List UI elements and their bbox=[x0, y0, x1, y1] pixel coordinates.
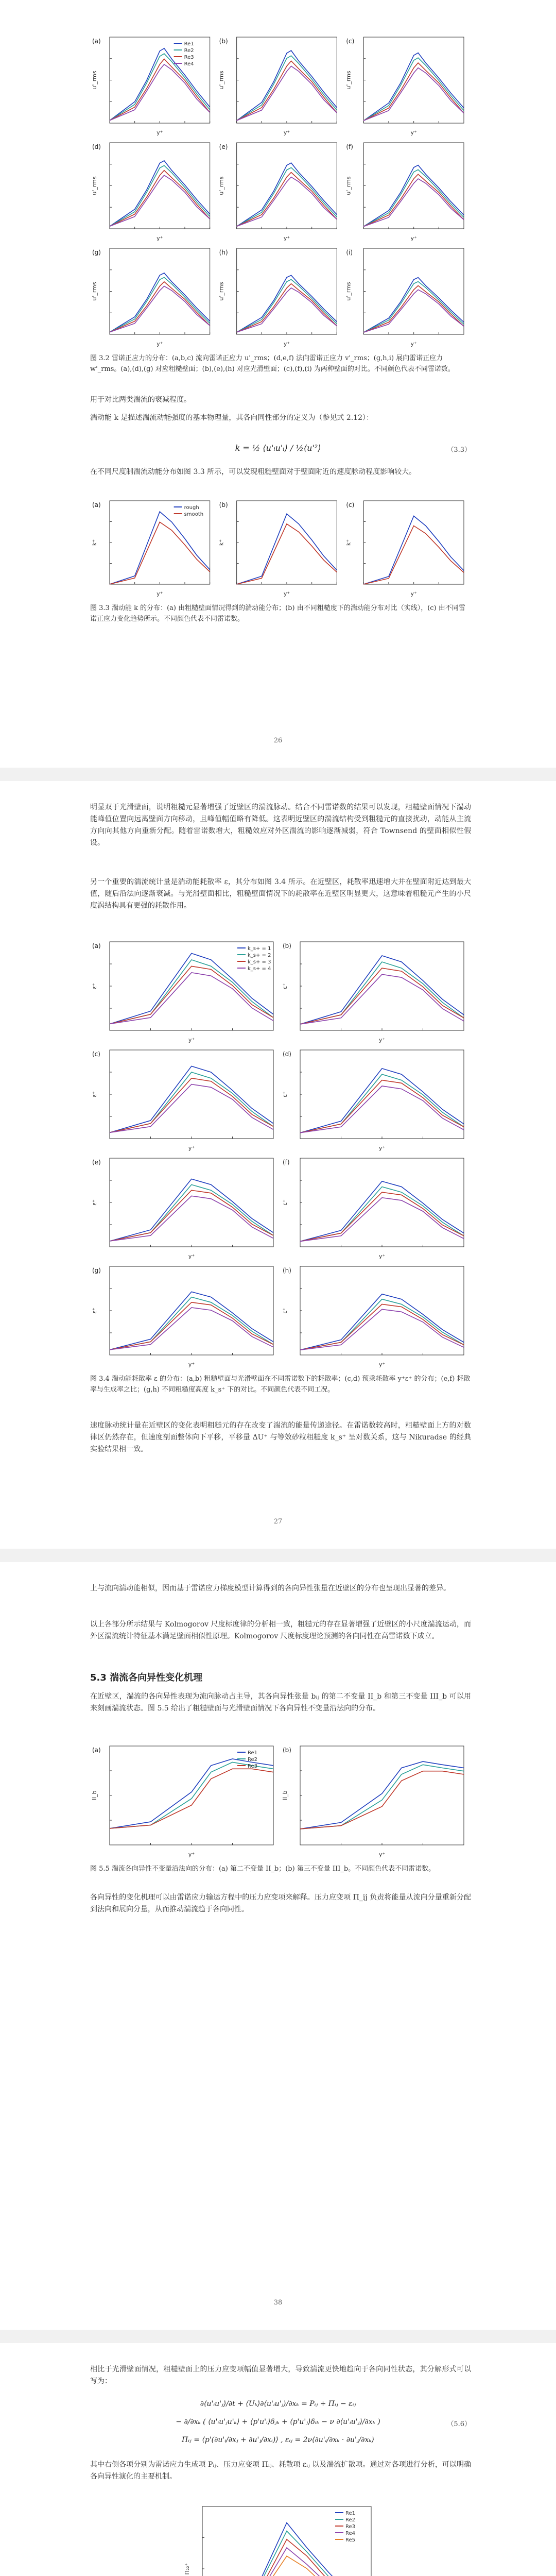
legend-entry: k_s+ = 4 bbox=[248, 966, 271, 972]
x-axis-label: y⁺ bbox=[157, 341, 163, 347]
x-axis-label: y⁺ bbox=[410, 129, 417, 136]
x-axis-label: y⁺ bbox=[188, 1851, 195, 1858]
page-number: 38 bbox=[273, 2299, 283, 2307]
panel-label: (h) bbox=[219, 249, 228, 256]
y-axis-label: II_b bbox=[282, 1790, 288, 1801]
axes-frame bbox=[300, 1266, 464, 1355]
series-line bbox=[110, 48, 210, 121]
figure-3-4-caption: 图 3.4 湍动能耗散率 ε 的分布：(a,b) 粗糙壁面与光滑壁面在不同雷诺数下的耗散率；(c,d) 预乘耗散率 y⁺ε⁺ 的分布；(e,f) 耗散率与生成率之比；(g,h) 不同粗糙度高度 k_s⁺ 下的对比。不同颜色代表不同工况。 bbox=[90, 1375, 471, 1394]
legend-entry: Re2 bbox=[345, 2517, 356, 2523]
legend-entry: Re3 bbox=[248, 1764, 258, 1769]
x-axis-label: y⁺ bbox=[188, 1361, 195, 1368]
panel-label: (c) bbox=[92, 1050, 100, 1058]
panel-label: (a) bbox=[92, 38, 101, 45]
y-axis-label: ε⁺ bbox=[91, 1308, 98, 1314]
axes-frame bbox=[300, 1050, 464, 1139]
figure-3-2-caption: 图 3.2 雷诺正应力的分布：(a,b,c) 流向雷诺正应力 u'_rms；(d,e,f) 法向雷诺正应力 v'_rms；(g,h,i) 展向雷诺正应力 w'_rms。(a),(d),(g) 对应粗糙壁面；(b),(e),(h) 对应光滑壁面；(c),(f),(i) 为两种壁面的对比。不同颜色代表不同雷诺数。 bbox=[90, 354, 455, 373]
series-line bbox=[110, 1179, 273, 1241]
axes-frame bbox=[237, 37, 337, 123]
paragraph: 其中右侧各项分别为雷诺应力生成项 Pᵢⱼ、压力应变项 Πᵢⱼ、耗散项 εᵢⱼ 以及湍流扩散项。通过对各项进行分析，可以明确各向异性演化的主要机制。 bbox=[90, 2461, 471, 2481]
paragraph: 用于对比两类湍流的衰减程度。 bbox=[90, 396, 191, 404]
paragraph: 湍动能 k 是描述湍流动能强度的基本物理量，其各向同性部分的定义为（参见式 2.12）： bbox=[90, 414, 374, 422]
series-line bbox=[363, 165, 464, 227]
legend-entry: Re1 bbox=[248, 1750, 258, 1756]
series-line bbox=[110, 1762, 273, 1828]
series-line bbox=[237, 50, 337, 121]
page-27 bbox=[0, 781, 556, 1549]
series-line bbox=[300, 1765, 464, 1829]
series-line bbox=[363, 53, 464, 121]
series-line bbox=[110, 1292, 273, 1349]
y-axis-label: u'_rms bbox=[91, 71, 98, 90]
equation-line: ∂⟨u'ᵢu'ⱼ⟩/∂t + ⟨Uₖ⟩∂⟨u'ᵢu'ⱼ⟩/∂xₖ = Pᵢⱼ + Πᵢⱼ − εᵢⱼ bbox=[200, 2400, 356, 2408]
series-line bbox=[300, 956, 464, 1024]
x-axis-label: y⁺ bbox=[410, 341, 417, 347]
page-separator bbox=[0, 768, 556, 781]
legend-entry: Re5 bbox=[345, 2537, 356, 2543]
y-axis-label: u'_rms bbox=[218, 71, 225, 90]
y-axis-label: k⁺ bbox=[91, 539, 98, 546]
figure-3-3-caption: 图 3.3 湍动能 k 的分布：(a) 由粗糙壁面情况得到的湍动能分布；(b) 由不同粗糙度下的湍动能分布对比（实线），(c) 由不同雷诺正应力变化趋势所示。不同颜色代表不同雷诺数。 bbox=[90, 604, 465, 623]
panel-label: (h) bbox=[283, 1267, 291, 1274]
panel-label: (b) bbox=[219, 501, 228, 509]
y-axis-label: ε⁺ bbox=[282, 983, 288, 989]
y-axis-label: u'_rms bbox=[218, 176, 225, 195]
page-number: 27 bbox=[273, 1518, 283, 1526]
paragraph: 在不同尺度制湍流动能分布如图 3.3 所示，可以发现粗糙壁面对于壁面附近的速度脉动程度影响较大。 bbox=[90, 468, 416, 476]
series-line bbox=[300, 1074, 464, 1133]
legend-entry: k_s+ = 2 bbox=[248, 953, 271, 958]
figure-3-2 bbox=[90, 31, 471, 348]
paragraph: 速度脉动统计量在近壁区的变化表明粗糙元的存在改变了湍流的能量传递途径。在雷诺数较高时，粗糙壁面上方的对数律区仍然存在，但速度剖面整体向下平移，平移量 ΔU⁺ 与等效砂粒粗糙度 k_s⁺ 呈对数关系，这与 Nikuradse 的经典实验结果相一致。 bbox=[90, 1421, 471, 1453]
panel-label: (a) bbox=[92, 1747, 101, 1754]
page-39 bbox=[0, 2343, 556, 2576]
panel-label: (d) bbox=[283, 1050, 291, 1058]
x-axis-label: y⁺ bbox=[378, 1361, 386, 1368]
panel-label: (e) bbox=[92, 1159, 101, 1166]
paragraph: 在近壁区，湍流的各向异性表现为流向脉动占主导，其各向异性张量 bᵢⱼ 的第二不变量 II_b 和第三不变量 III_b 可以用来刻画湍流状态。图 5.5 给出了粗糙壁面与光滑壁面情况下各向异性不变量沿法向的分布。 bbox=[90, 1692, 471, 1713]
y-axis-label: u'_rms bbox=[218, 282, 225, 301]
equation-line: Πᵢⱼ = ⟨p'(∂u'ᵢ/∂xⱼ + ∂u'ⱼ/∂xᵢ)⟩ , εᵢⱼ = 2ν⟨∂u'ᵢ/∂xₖ · ∂u'ⱼ/∂xₖ⟩ bbox=[182, 2436, 374, 2444]
series-line bbox=[110, 161, 210, 226]
panel-label: (d) bbox=[92, 143, 101, 150]
paragraph: 另一个重要的湍流统计量是湍动能耗散率 ε，其分布如图 3.4 所示。在近壁区，耗散率迅速增大并在壁面附近达到最大值，随后沿法向逐渐衰减。与光滑壁面相比，粗糙壁面情况下的耗散率在近壁区明显更大，这意味着粗糙元产生的小尺度涡结构具有更强的耗散作用。 bbox=[90, 878, 471, 910]
y-axis-label: II_b bbox=[91, 1790, 98, 1801]
x-axis-label: y⁺ bbox=[283, 235, 290, 242]
page-number: 26 bbox=[273, 737, 283, 744]
y-axis-label: u'_rms bbox=[91, 176, 98, 195]
legend-entry: Re2 bbox=[184, 48, 194, 54]
series-line bbox=[110, 1297, 273, 1350]
series-line bbox=[110, 1184, 273, 1241]
y-axis-label: ε⁺ bbox=[91, 983, 98, 989]
x-axis-label: y⁺ bbox=[188, 1145, 195, 1151]
paragraph: 各向异性的变化机理可以由雷诺应力输运方程中的压力应变项来解释。压力应变项 Π_ij 负责将能量从流向分量重新分配到法向和展向分量，从而推动湍流趋于各向同性。 bbox=[90, 1893, 471, 1913]
figure-5-6 bbox=[183, 2500, 378, 2576]
legend-entry: Re3 bbox=[184, 55, 194, 60]
y-axis-label: ε⁺ bbox=[91, 1199, 98, 1206]
legend-entry: Re3 bbox=[345, 2524, 356, 2530]
y-axis-label: u'_rms bbox=[345, 282, 352, 301]
panel-label: (e) bbox=[219, 143, 228, 150]
series-line bbox=[110, 273, 210, 332]
equation-3-3: k = ½ ⟨u'ᵢu'ᵢ⟩ / ½⟨u'²⟩ bbox=[235, 443, 321, 453]
series-line bbox=[110, 1759, 273, 1828]
x-axis-label: y⁺ bbox=[283, 590, 290, 597]
panel-label: (b) bbox=[283, 1747, 291, 1754]
x-axis-label: y⁺ bbox=[378, 1145, 386, 1151]
page-separator bbox=[0, 2330, 556, 2343]
page-separator bbox=[0, 1549, 556, 1562]
legend-entry: k_s+ = 3 bbox=[248, 959, 271, 965]
panel-label: (f) bbox=[283, 1159, 290, 1166]
panel-label: (c) bbox=[346, 38, 355, 45]
series-line bbox=[202, 2556, 371, 2576]
series-line bbox=[300, 1294, 464, 1350]
series-line bbox=[300, 1761, 464, 1829]
legend-entry: Re4 bbox=[345, 2531, 356, 2536]
series-line bbox=[237, 163, 337, 226]
figure-3-3 bbox=[90, 495, 471, 598]
x-axis-label: y⁺ bbox=[188, 1037, 195, 1043]
x-axis-label: y⁺ bbox=[378, 1253, 386, 1260]
panel-label: (b) bbox=[219, 38, 228, 45]
x-axis-label: y⁺ bbox=[157, 235, 163, 242]
series-line bbox=[300, 1181, 464, 1242]
legend-entry: Re4 bbox=[184, 61, 194, 67]
y-axis-label: k⁺ bbox=[345, 539, 352, 546]
series-line bbox=[363, 278, 464, 333]
x-axis-label: y⁺ bbox=[283, 341, 290, 347]
legend-entry: k_s+ = 1 bbox=[248, 946, 271, 952]
axes-frame bbox=[237, 248, 337, 334]
panel-label: (g) bbox=[92, 1267, 101, 1274]
x-axis-label: y⁺ bbox=[157, 129, 163, 136]
x-axis-label: y⁺ bbox=[410, 590, 417, 597]
x-axis-label: y⁺ bbox=[378, 1851, 386, 1858]
axes-frame bbox=[110, 37, 210, 123]
series-line bbox=[237, 167, 337, 226]
axes-frame bbox=[110, 1266, 273, 1355]
x-axis-label: y⁺ bbox=[188, 1253, 195, 1260]
legend-entry: Re1 bbox=[345, 2511, 356, 2516]
x-axis-label: y⁺ bbox=[157, 590, 163, 597]
legend-entry: rough bbox=[184, 505, 199, 511]
section-title: 5.3 湍流各向异性变化机理 bbox=[90, 1672, 203, 1683]
paragraph: 相比于光滑壁面情况，粗糙壁面上的压力应变项幅值显著增大，导致湍流更快地趋向于各向同性状态，其分解形式可以写为： bbox=[90, 2365, 471, 2385]
x-axis-label: y⁺ bbox=[283, 129, 290, 136]
axes-frame bbox=[237, 501, 337, 584]
panel-label: (c) bbox=[346, 501, 355, 509]
page-38 bbox=[0, 1562, 556, 2330]
series-line bbox=[300, 1069, 464, 1133]
y-axis-label: ε⁺ bbox=[282, 1091, 288, 1097]
figure-5-5 bbox=[90, 1740, 471, 1858]
y-axis-label: u'_rms bbox=[91, 282, 98, 301]
legend-entry: Re1 bbox=[184, 41, 194, 47]
series-line bbox=[237, 56, 337, 121]
y-axis-label: ε⁺ bbox=[91, 1091, 98, 1097]
series-line bbox=[202, 2539, 371, 2576]
panel-label: (a) bbox=[92, 942, 101, 950]
series-line bbox=[300, 1187, 464, 1242]
y-axis-label: u'_rms bbox=[345, 71, 352, 90]
series-line bbox=[110, 1072, 273, 1132]
x-axis-label: y⁺ bbox=[378, 1037, 386, 1043]
series-line bbox=[363, 58, 464, 121]
paragraph: 明显双于光滑壁面，说明粗糙元显著增强了近壁区的湍流脉动。结合不同雷诺数的结果可以发现，粗糙壁面情况下湍动能峰值位置向远离壁面方向移动，且峰值幅值略有降低。这表明近壁区的湍流结构受到粗糙元的直接扰动，动能从主流方向向其他方向重新分配。随着雷诺数增大，粗糙效应对外区湍流的影响逐渐减弱，符合 Townsend 的壁面相似性假设。 bbox=[90, 803, 471, 847]
axes-frame bbox=[110, 248, 210, 334]
figure-5-5-caption: 图 5.5 湍流各向异性不变量沿法向的分布：(a) 第二不变量 II_b；(b) 第三不变量 III_b。不同颜色代表不同雷诺数。 bbox=[90, 1865, 436, 1873]
axes-frame bbox=[363, 501, 464, 584]
legend-entry: Re2 bbox=[248, 1757, 258, 1762]
series-line bbox=[300, 1299, 464, 1350]
axes-frame bbox=[300, 1746, 464, 1845]
paragraph: 以上各部分所示结果与 Kolmogorov 尺度标度律的分析相一致，粗糙元的存在显著增强了近壁区的小尺度湍流运动，而外区湍流统计特征基本满足壁面相似性原理。Kolmogorov 尺度标度理论预测的各向同性在高雷诺数下成立。 bbox=[90, 1620, 471, 1640]
panel-label: (f) bbox=[346, 143, 353, 150]
axes-frame bbox=[300, 1158, 464, 1247]
axes-frame bbox=[110, 1158, 273, 1247]
panel-label: (g) bbox=[92, 249, 101, 256]
panel-label: (a) bbox=[92, 501, 101, 509]
y-axis-label: Π₂₂⁺ bbox=[184, 2563, 190, 2575]
page-26 bbox=[0, 0, 556, 768]
series-line bbox=[202, 2548, 371, 2576]
y-axis-label: u'_rms bbox=[345, 176, 352, 195]
axes-frame bbox=[237, 143, 337, 229]
axes-frame bbox=[363, 143, 464, 229]
paragraph: 上与流向湍动能相似，因而基于雷诺应力梯度模型计算得到的各向异性张量在近壁区的分布也呈现出显著的差异。 bbox=[90, 1584, 450, 1592]
figure-3-4 bbox=[90, 936, 471, 1368]
series-line bbox=[237, 275, 337, 332]
y-axis-label: ε⁺ bbox=[282, 1199, 288, 1206]
axes-frame bbox=[363, 248, 464, 334]
y-axis-label: ε⁺ bbox=[282, 1308, 288, 1314]
x-axis-label: y⁺ bbox=[410, 235, 417, 242]
series-line bbox=[300, 962, 464, 1024]
series-line bbox=[110, 1066, 273, 1132]
equation-line: − ∂/∂xₖ ( ⟨u'ᵢu'ⱼu'ₖ⟩ + ⟨p'u'ᵢ⟩δⱼₖ + ⟨p'u'ⱼ⟩δᵢₖ − ν ∂⟨u'ᵢu'ⱼ⟩/∂xₖ ) bbox=[176, 2418, 380, 2426]
y-axis-label: k⁺ bbox=[218, 539, 225, 546]
legend-entry: smooth bbox=[184, 512, 204, 517]
equation-number: （3.3） bbox=[447, 446, 471, 454]
panel-label: (b) bbox=[283, 942, 291, 950]
equation-number: （5.6） bbox=[447, 2420, 471, 2428]
panel-label: (i) bbox=[346, 249, 353, 256]
